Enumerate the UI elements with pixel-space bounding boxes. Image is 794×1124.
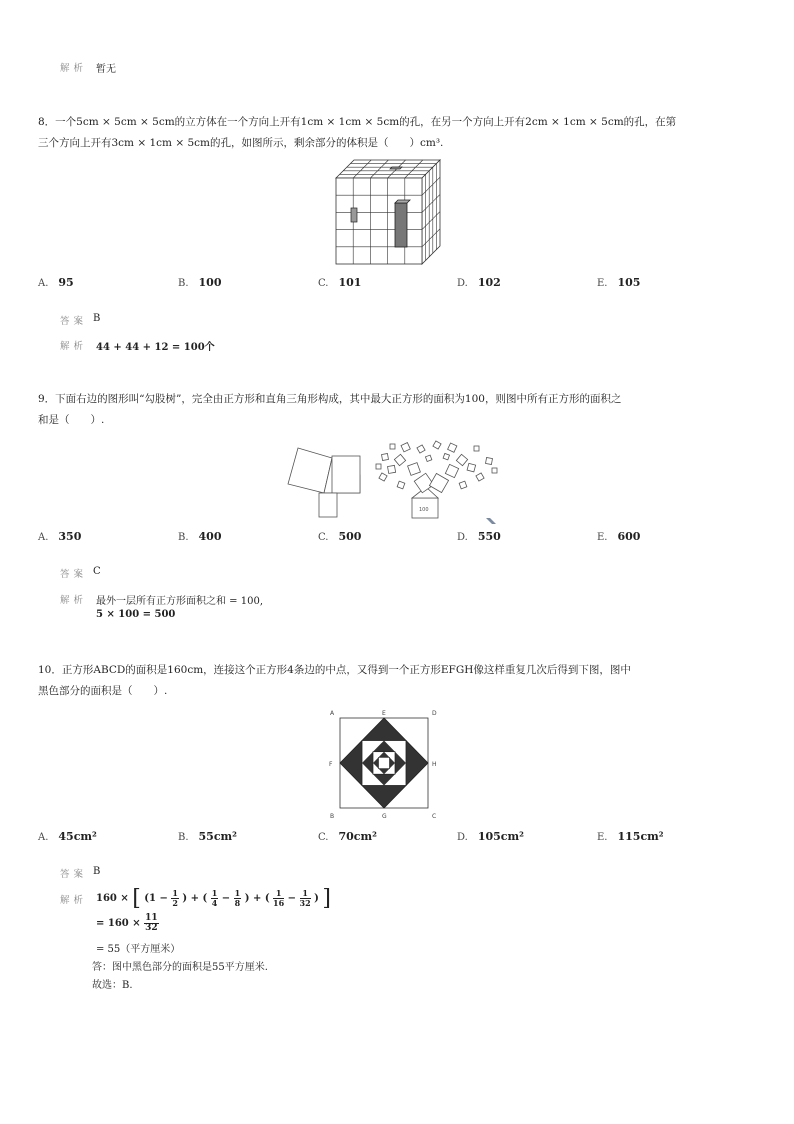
q9-figure-label: 100	[419, 507, 429, 513]
q8-option-e[interactable]	[597, 276, 640, 289]
option-value: 550	[477, 530, 501, 543]
q9-line2: 和是（ ）.	[38, 414, 105, 426]
vertex-label-a: A	[330, 710, 335, 717]
option-key: C.	[318, 278, 329, 289]
q10-option-a[interactable]	[38, 830, 97, 843]
frac-den: 8	[234, 898, 241, 908]
q8-option-a[interactable]	[38, 276, 74, 289]
option-value: 400	[198, 530, 222, 543]
option-value: 100	[198, 276, 222, 289]
frac-1-4	[211, 889, 219, 908]
frac-den: 16	[273, 898, 285, 908]
vertex-label-h: H	[432, 761, 437, 768]
frac-num: 1	[234, 888, 241, 898]
analysis-line-1: 最外一层所有正方形面积之和 = 100,	[96, 596, 264, 607]
frac-num: 1	[211, 888, 218, 898]
q10-option-d[interactable]	[457, 830, 524, 843]
option-key: E.	[597, 278, 608, 289]
frac-den: 2	[172, 898, 178, 908]
formula-line-1	[96, 886, 331, 911]
option-value: 105	[617, 276, 641, 289]
option-key: A.	[38, 832, 49, 843]
analysis-text: 44 + 44 + 12 = 100个	[96, 342, 215, 353]
answer-value: C	[93, 566, 101, 577]
analysis-line-2: 5 × 100 = 500	[96, 609, 176, 620]
q8-line2: 三个方向上开有3cm × 1cm × 5cm的孔，如图所示，剩余部分的体积是（ ）cm³.	[38, 137, 444, 149]
vertex-label-c: C	[432, 813, 437, 820]
frac-1-16	[273, 889, 284, 908]
formula-term3-close: )	[314, 893, 319, 904]
answer-value: B	[93, 866, 101, 877]
q9-pythagoras-figure	[284, 440, 504, 530]
frac-num: 1	[172, 888, 178, 898]
formula-step2-lead: = 160 ×	[96, 918, 141, 929]
option-key: C.	[318, 532, 329, 543]
option-value: 105cm²	[477, 830, 524, 843]
option-value: 95	[58, 276, 74, 289]
q8-option-d[interactable]	[457, 276, 501, 289]
formula-plus-2: +	[252, 893, 262, 904]
frac-num: 1	[273, 889, 284, 899]
formula-bracket-open: [	[132, 886, 141, 911]
option-value: 45cm²	[58, 830, 97, 843]
option-key: D.	[457, 278, 468, 289]
answer-tag: 答案	[60, 569, 88, 580]
option-key: B.	[178, 832, 189, 843]
frac-den: 4	[211, 898, 218, 908]
option-value: 600	[617, 530, 641, 543]
analysis-tag: 解析	[60, 63, 88, 74]
conclusion-text: 答：图中黑色部分的面积是55平方厘米.	[92, 962, 268, 973]
q9-option-c[interactable]	[318, 530, 361, 543]
vertex-label-d: D	[432, 710, 437, 717]
vertex-label-g: G	[382, 813, 387, 820]
formula-lead: 160 ×	[96, 893, 129, 904]
formula-term1-close: )	[182, 893, 188, 904]
q9-option-a[interactable]	[38, 530, 81, 543]
option-value: 500	[338, 530, 362, 543]
frac-num: 1	[300, 889, 311, 899]
analysis-tag: 解析	[60, 895, 88, 906]
answer-tag: 答案	[60, 869, 88, 880]
formula-term2-open: (	[202, 893, 208, 904]
frac-1-8	[234, 889, 242, 908]
q10-option-c[interactable]	[318, 830, 377, 843]
option-key: E.	[597, 532, 608, 543]
formula-minus-3: −	[287, 893, 297, 904]
q9-option-b[interactable]	[178, 530, 222, 543]
q9-option-e[interactable]	[597, 530, 640, 543]
q9-option-d[interactable]	[457, 530, 501, 543]
option-value: 102	[477, 276, 501, 289]
formula-term1-open: (1 −	[144, 893, 168, 904]
option-key: A.	[38, 532, 49, 543]
option-value: 101	[338, 276, 362, 289]
q10-line1: 10．正方形ABCD的面积是160cm，连接这个正方形4条边的中点，又得到一个正方形EFGH像这样重复几次后得到下图，图中	[38, 664, 631, 676]
formula-line-3: = 55（平方厘米）	[96, 944, 181, 955]
q9-line1: 9．下面右边的图形叫“勾股树”，完全由正方形和直角三角形构成，其中最大正方形的面积为100，则图中所有正方形的面积之	[38, 393, 622, 405]
formula-plus-1: +	[190, 893, 200, 904]
frac-1-32	[300, 889, 311, 908]
analysis-tag: 解析	[60, 341, 88, 352]
frac-den: 32	[145, 923, 158, 933]
option-key: B.	[178, 532, 189, 543]
option-value: 70cm²	[338, 830, 377, 843]
analysis-tag: 解析	[60, 595, 88, 606]
option-value: 115cm²	[617, 830, 664, 843]
vertex-label-f: F	[329, 761, 333, 768]
formula-line-2	[96, 914, 159, 933]
option-value: 350	[58, 530, 82, 543]
q10-line2: 黑色部分的面积是（ ）.	[38, 685, 168, 697]
option-key: A.	[38, 278, 49, 289]
frac-1-2	[171, 889, 179, 908]
frac-11-32	[144, 914, 159, 933]
formula-term2-close: )	[244, 893, 250, 904]
frac-den: 32	[299, 898, 311, 908]
q8-option-b[interactable]	[178, 276, 222, 289]
answer-tag: 答案	[60, 316, 88, 327]
answer-value: B	[93, 313, 101, 324]
q8-stem	[38, 112, 758, 154]
q10-option-b[interactable]	[178, 830, 237, 843]
q10-option-e[interactable]	[597, 830, 664, 843]
q8-cube-figure	[332, 158, 444, 266]
formula-bracket-close: ]	[322, 886, 331, 911]
q10-square-figure	[326, 706, 446, 822]
formula-minus-2: −	[221, 893, 231, 904]
option-key: D.	[457, 532, 468, 543]
choice-text: 故选：B.	[92, 980, 133, 991]
option-key: D.	[457, 832, 468, 843]
q9-stem	[38, 389, 758, 431]
analysis-text: 暂无	[96, 64, 116, 75]
vertex-label-b: B	[330, 813, 335, 820]
option-value: 55cm²	[198, 830, 237, 843]
q8-line1: 8．一个5cm × 5cm × 5cm的立方体在一个方向上开有1cm × 1cm × 5cm的孔，在另一个方向上开有2cm × 1cm × 5cm的孔，在第	[38, 116, 677, 128]
option-key: E.	[597, 832, 608, 843]
formula-term3-open: (	[264, 893, 270, 904]
option-key: B.	[178, 278, 189, 289]
option-key: C.	[318, 832, 329, 843]
vertex-label-e: E	[382, 710, 386, 717]
q8-option-c[interactable]	[318, 276, 361, 289]
q10-stem	[38, 660, 768, 702]
frac-num: 11	[145, 913, 158, 923]
